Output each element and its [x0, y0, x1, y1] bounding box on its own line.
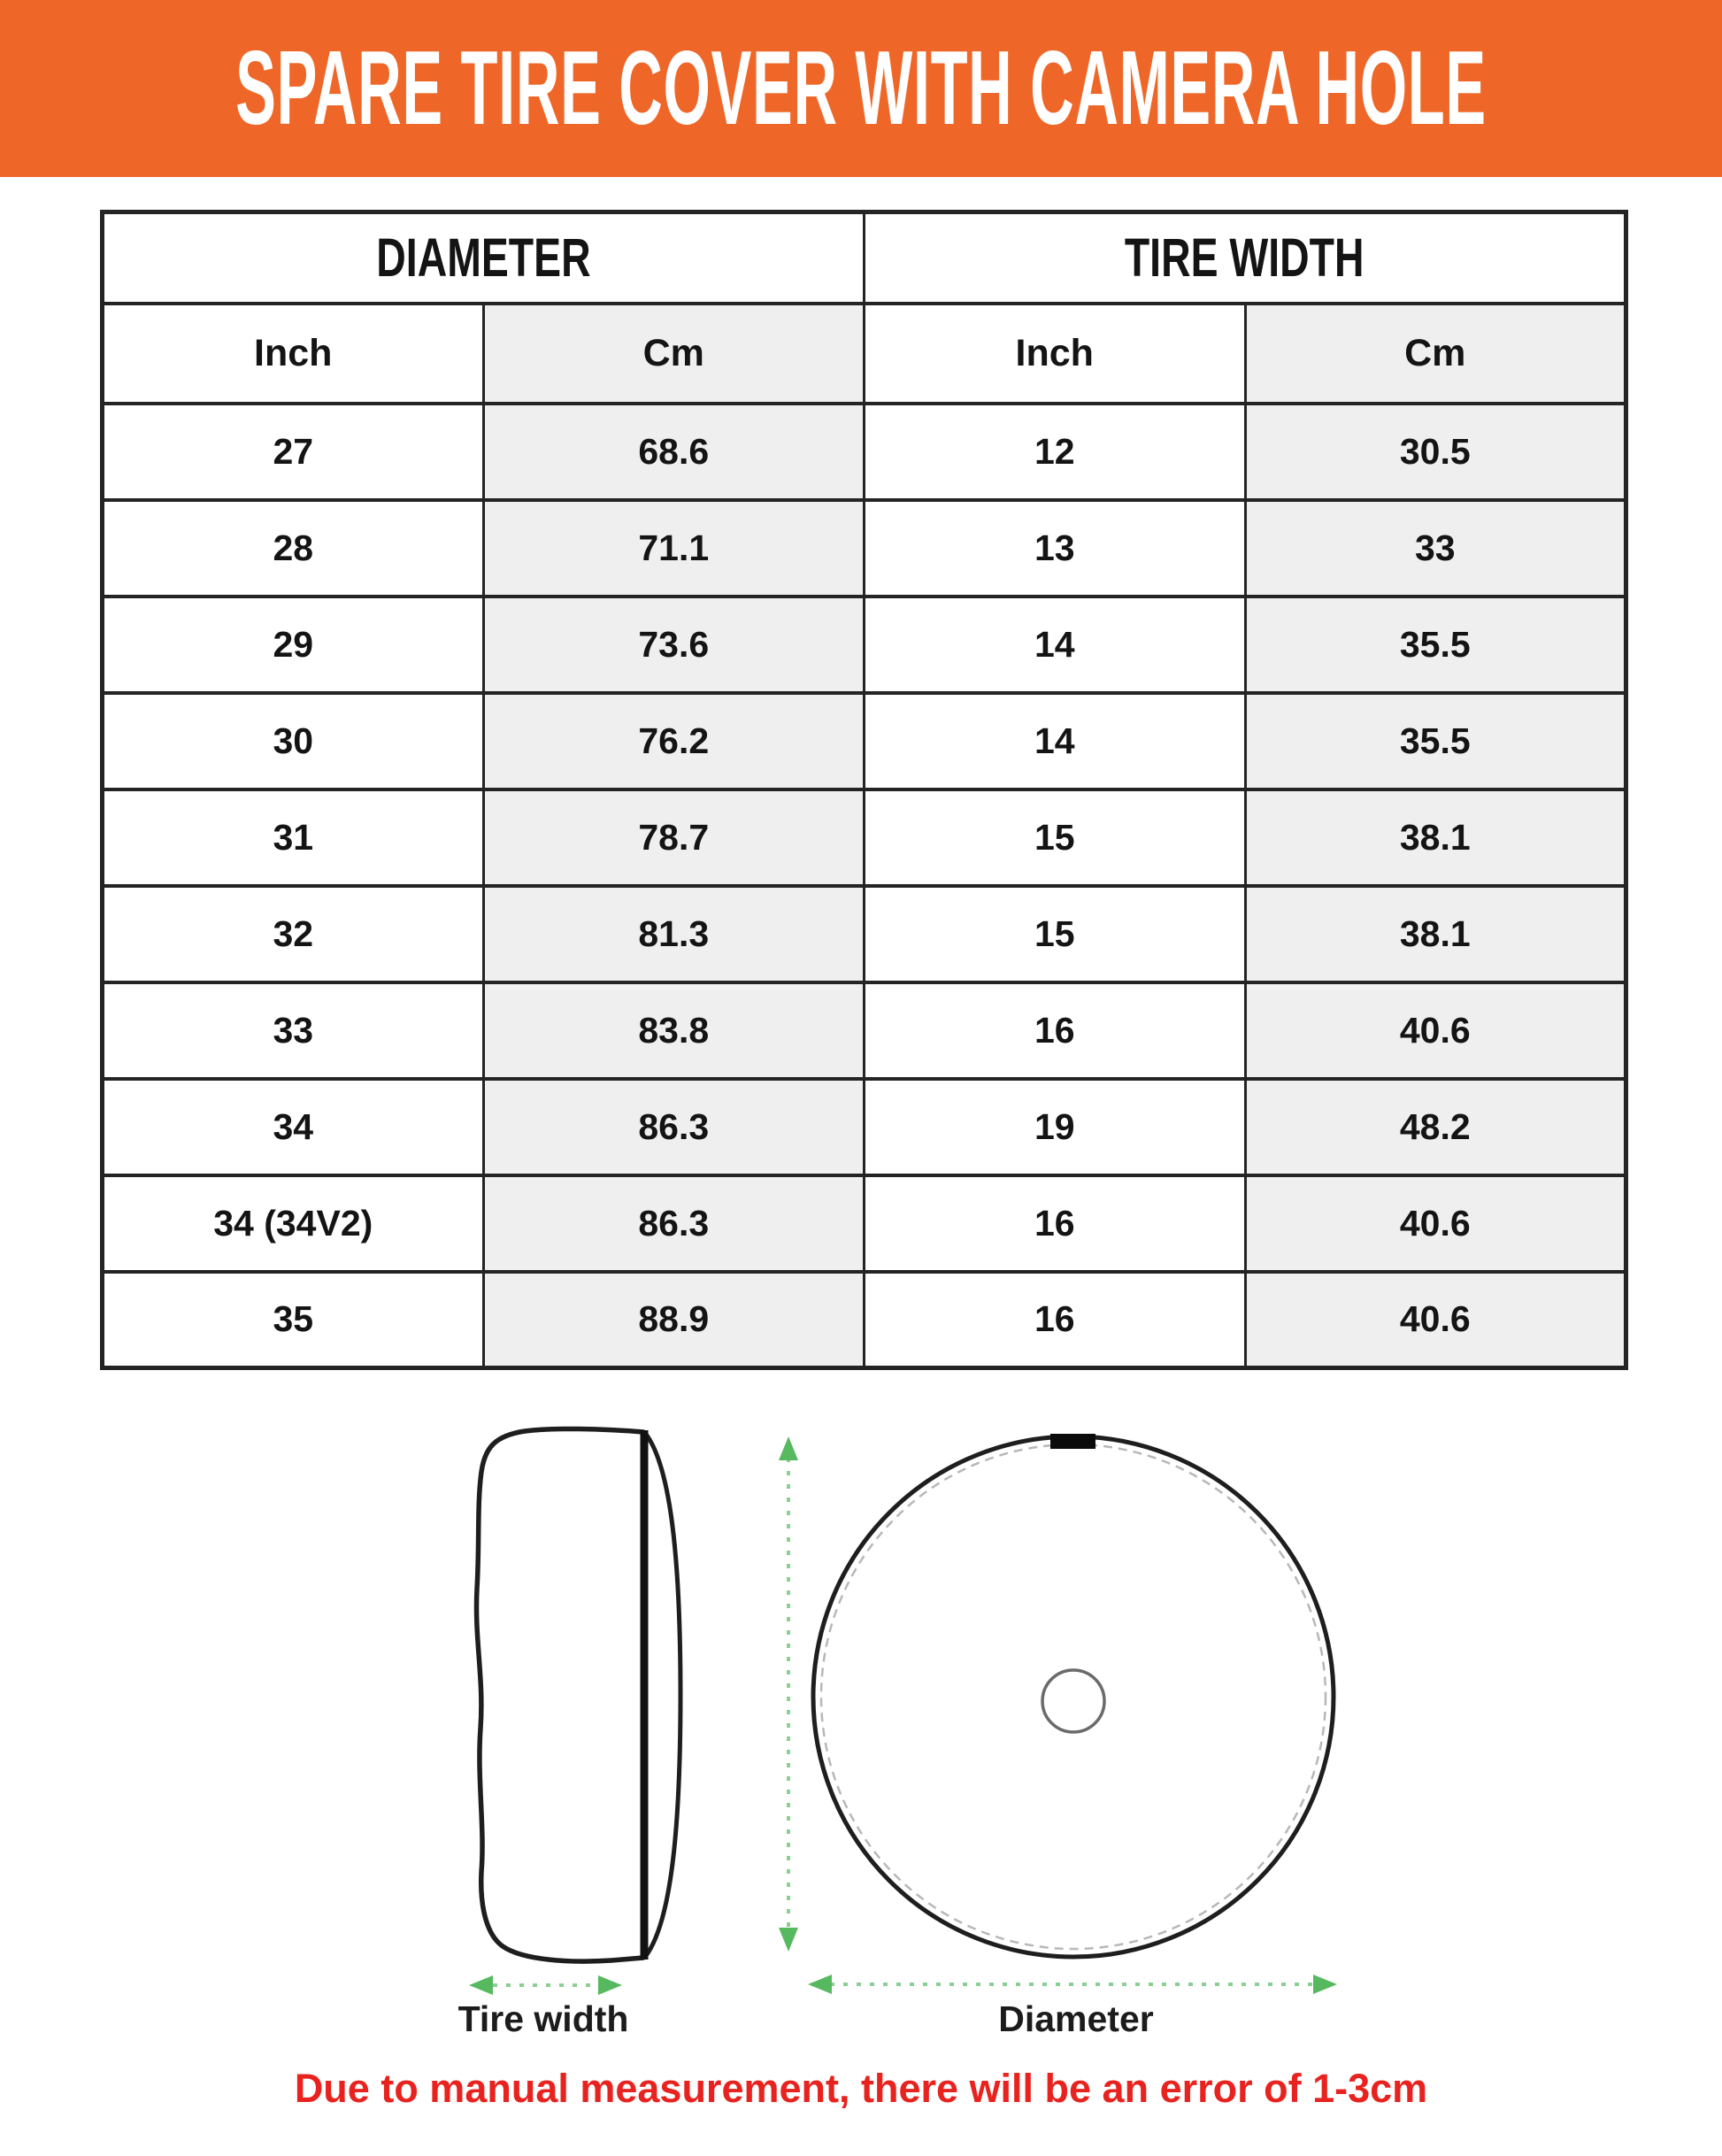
- table-row: [103, 982, 1626, 1079]
- table-cell: 40.6: [1245, 1175, 1626, 1272]
- table-cell: 86.3: [483, 1175, 865, 1272]
- top-tab-mark: [1050, 1434, 1095, 1449]
- table-cell: 30.5: [1245, 404, 1626, 500]
- table-cell: 14: [865, 693, 1246, 789]
- camera-hole-circle: [1042, 1670, 1104, 1732]
- table-cell: 76.2: [483, 693, 865, 789]
- measurement-note: Due to manual measurement, there will be an error of 1-3cm: [294, 2066, 1428, 2111]
- table-cell: 35: [103, 1272, 484, 1368]
- table-subheader: Cm: [1245, 304, 1626, 404]
- table-cell: 83.8: [483, 982, 865, 1079]
- table-group-header-label: TIRE WIDTH: [1125, 227, 1365, 289]
- table-cell: 40.6: [1245, 982, 1626, 1079]
- table-cell: 14: [865, 597, 1246, 693]
- header-banner: [0, 0, 1722, 177]
- diameter-arrow: [808, 1975, 1337, 1994]
- table-cell: 29: [103, 597, 484, 693]
- table-cell: 34: [103, 1079, 484, 1175]
- tire-front-view-diagram: [779, 1412, 1380, 2031]
- tire-side-outline: [476, 1428, 643, 1961]
- table-row: [103, 693, 1626, 789]
- table-subheader: Cm: [483, 304, 865, 404]
- table-group-header: [865, 212, 1626, 304]
- table-group-header: [103, 212, 865, 304]
- table-cell: 16: [865, 982, 1246, 1079]
- table-cell: 33: [103, 982, 484, 1079]
- table-row: [103, 1175, 1626, 1272]
- table-cell: 34 (34V2): [103, 1175, 484, 1272]
- tire-side-view-diagram: [447, 1412, 703, 2031]
- table-row: [103, 1079, 1626, 1175]
- table-row: [103, 789, 1626, 886]
- size-table: [100, 210, 1628, 1370]
- table-cell: 19: [865, 1079, 1246, 1175]
- table-cell: 88.9: [483, 1272, 865, 1368]
- table-group-header-label: DIAMETER: [376, 227, 591, 289]
- table-cell: 38.1: [1245, 886, 1626, 982]
- table-cell: 15: [865, 886, 1246, 982]
- table-cell: 78.7: [483, 789, 865, 886]
- table-cell: 73.6: [483, 597, 865, 693]
- table-cell: 27: [103, 404, 484, 500]
- table-row: [103, 886, 1626, 982]
- tire-width-arrow: [469, 1975, 622, 1995]
- table-cell: 30: [103, 693, 484, 789]
- table-cell: 71.1: [483, 500, 865, 597]
- table-cell: 16: [865, 1272, 1246, 1368]
- table-cell: 40.6: [1245, 1272, 1626, 1368]
- table-cell: 12: [865, 404, 1246, 500]
- page-title: SPARE TIRE COVER WITH CAMERA HOLE: [235, 29, 1487, 147]
- table-cell: 16: [865, 1175, 1246, 1272]
- table-cell: 35.5: [1245, 597, 1626, 693]
- table-row: [103, 404, 1626, 500]
- size-table-head: [103, 212, 1626, 404]
- table-cell: 48.2: [1245, 1079, 1626, 1175]
- table-cell: 31: [103, 789, 484, 886]
- table-cell: 32: [103, 886, 484, 982]
- size-table-body: [103, 404, 1626, 1368]
- table-subheader: Inch: [865, 304, 1246, 404]
- table-subheader: Inch: [103, 304, 484, 404]
- table-cell: 86.3: [483, 1079, 865, 1175]
- table-cell: 38.1: [1245, 789, 1626, 886]
- table-cell: 68.6: [483, 404, 865, 500]
- tire-sidewall-curve: [645, 1433, 680, 1957]
- table-cell: 15: [865, 789, 1246, 886]
- table-cell: 13: [865, 500, 1246, 597]
- table-row: [103, 500, 1626, 597]
- vertical-diameter-arrow: [779, 1436, 798, 1952]
- table-row: [103, 597, 1626, 693]
- table-cell: 81.3: [483, 886, 865, 982]
- table-cell: 35.5: [1245, 693, 1626, 789]
- table-row: [103, 1272, 1626, 1368]
- diameter-label: Diameter: [998, 1998, 1154, 2039]
- table-cell: 28: [103, 500, 484, 597]
- table-cell: 33: [1245, 500, 1626, 597]
- tire-width-label: Tire width: [457, 1998, 629, 2039]
